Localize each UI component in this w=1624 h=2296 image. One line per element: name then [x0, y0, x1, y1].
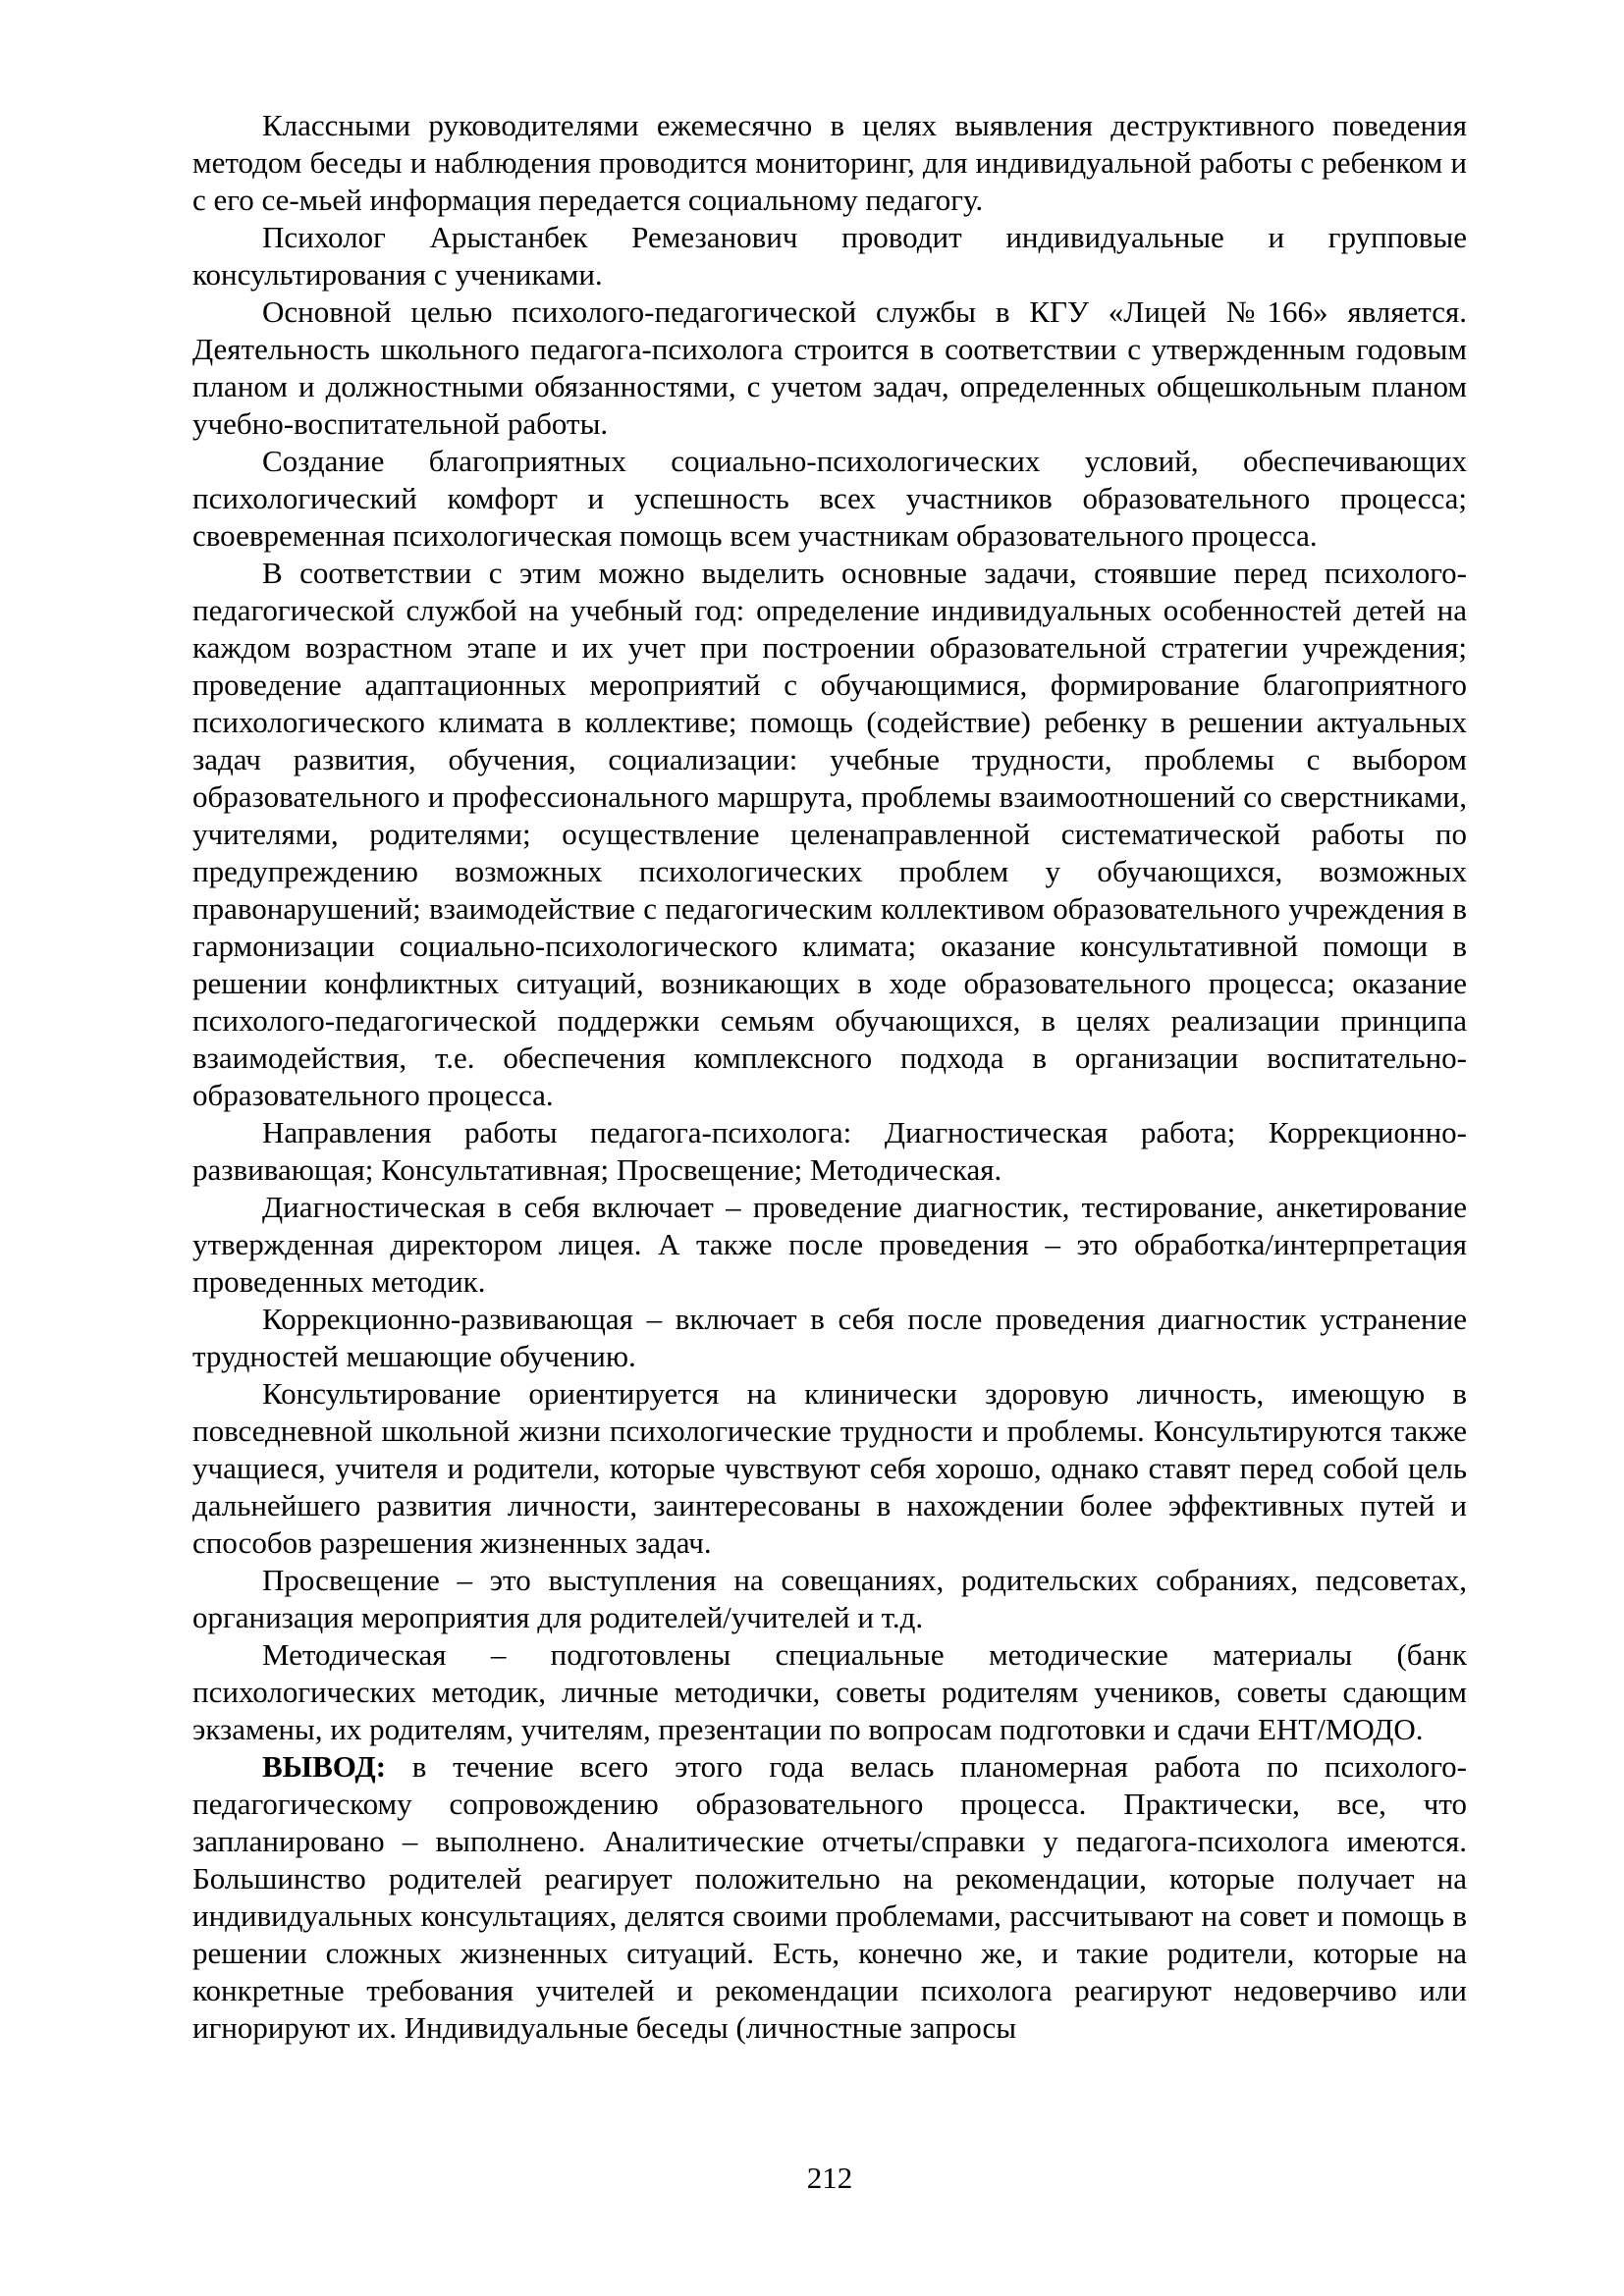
paragraph — [192, 1748, 1467, 2047]
paragraph — [192, 1562, 1467, 1636]
paragraph-text: Классными руководителями ежемесячно в целях выявления деструктивного поведения методом беседы и наблюдения проводится мониторинг, для индивидуальной работы с ребенком и с его се-мьей информация передается социальному педагогу. — [192, 108, 1467, 217]
paragraph-text: Методическая – подготовлены специальные методические материалы (банк психологических методик, личные методички, советы родителям учеников, советы сдающим экзамены, их родителям, учителям, презентации по вопросам подготовки и сдачи ЕНТ/МОДО. — [192, 1637, 1467, 1746]
paragraph — [192, 1375, 1467, 1562]
paragraph-text: В соответствии с этим можно выделить основные задачи, стоявшие перед психолого-педагогической службой на учебный год: определение индивидуальных особенностей детей на каждом возрастном этапе и их учет при построении образовательной стратегии учреждения; проведение адаптационных мероприятий с обучающимися, формирование благоприятного психологического климата в коллективе; помощь (содействие) ребенку в решении актуальных задач развития, обучения, социализации: учебные трудности, проблемы с выбором образовательного и профессионального маршрута, проблемы взаимоотношений со сверстниками, учителями, родителями; осуществление целенаправленной систематической работы по предупреждению возможных психологических проблем у обучающихся, возможных правонарушений; взаимодействие с педагогическим коллективом образовательного учреждения в гармонизации социально-психологического климата; оказание консультативной помощи в решении конфликтных ситуаций, возникающих в ходе образовательного процесса; оказание психолого-педагогической поддержки семьям обучающихся, в целях реализации принципа взаимодействия, т.е. обеспечения комплексного подхода в организации воспитательно-образовательного процесса. — [192, 556, 1467, 1112]
paragraph-text: Диагностическая в себя включает – проведение диагностик, тестирование, анкетирование утвержденная директором лицея. А также после проведения – это обработка/интерпретация проведенных методик. — [192, 1190, 1467, 1299]
document-text-block — [192, 107, 1467, 2047]
paragraph — [192, 107, 1467, 219]
paragraph — [192, 219, 1467, 294]
paragraph-text: Психолог Арыстанбек Ремезанович проводит индивидуальные и групповые консультирования с учениками. — [192, 220, 1467, 292]
paragraph-text: Консультирование ориентируется на клинически здоровую личность, имеющую в повседневной школьной жизни психологические трудности и проблемы. Консультируются также учащиеся, учителя и родители, которые чувствуют себя хорошо, однако ставят перед собой цель дальнейшего развития личности, заинтересованы в нахождении более эффективных путей и способов разрешения жизненных задач. — [192, 1376, 1467, 1560]
page-number: 212 — [806, 2161, 853, 2195]
paragraph-text: Просвещение – это выступления на совещаниях, родительских собраниях, педсоветах, организация мероприятия для родителей/учителей и т.д. — [192, 1563, 1467, 1634]
paragraph-lead: ВЫВОД: — [262, 1749, 387, 1784]
paragraph-text: Основной целью психолого-педагогической службы в КГУ «Лицей №166» является. Деятельность школьного педагога-психолога строится в соответствии с утвержденным годовым планом и должностными обязанностями, с учетом задач, определенных общешкольным планом учебно-воспитательной работы. — [192, 294, 1467, 441]
paragraph — [192, 294, 1467, 443]
paragraph-text: Направления работы педагога-психолога: Диагностическая работа; Коррекционно-развивающая; Консультативная; Просвещение; Методическая. — [192, 1115, 1467, 1187]
paragraph-text: Создание благоприятных социально-психологических условий, обеспечивающих психологический комфорт и успешность всех участников образовательного процесса; своевременная психологическая помощь всем участникам образовательного процесса. — [192, 444, 1467, 553]
paragraph — [192, 443, 1467, 555]
paragraph — [192, 1189, 1467, 1301]
paragraph — [192, 1301, 1467, 1375]
paragraph — [192, 1114, 1467, 1189]
paragraph-text: Коррекционно-развивающая – включает в себя после проведения диагностик устранение трудностей мешающие обучению. — [192, 1302, 1467, 1373]
paragraph-text: в течение всего этого года велась планомерная работа по психолого-педагогическому сопровождению образовательного процесса. Практически, все, что запланировано – выполнено. Аналитические отчеты/справки у педагога-психолога имеются. Большинство родителей реагирует положительно на рекомендации, которые получает на индивидуальных консультациях, делятся своими проблемами, рассчитывают на совет и помощь в решении сложных жизненных ситуаций. Есть, конечно же, и такие родители, которые на конкретные требования учителей и рекомендации психолога реагируют недоверчиво или игнорируют их. Индивидуальные беседы (личностные запросы — [192, 1749, 1467, 2045]
paragraph — [192, 555, 1467, 1114]
paragraph — [192, 1636, 1467, 1748]
